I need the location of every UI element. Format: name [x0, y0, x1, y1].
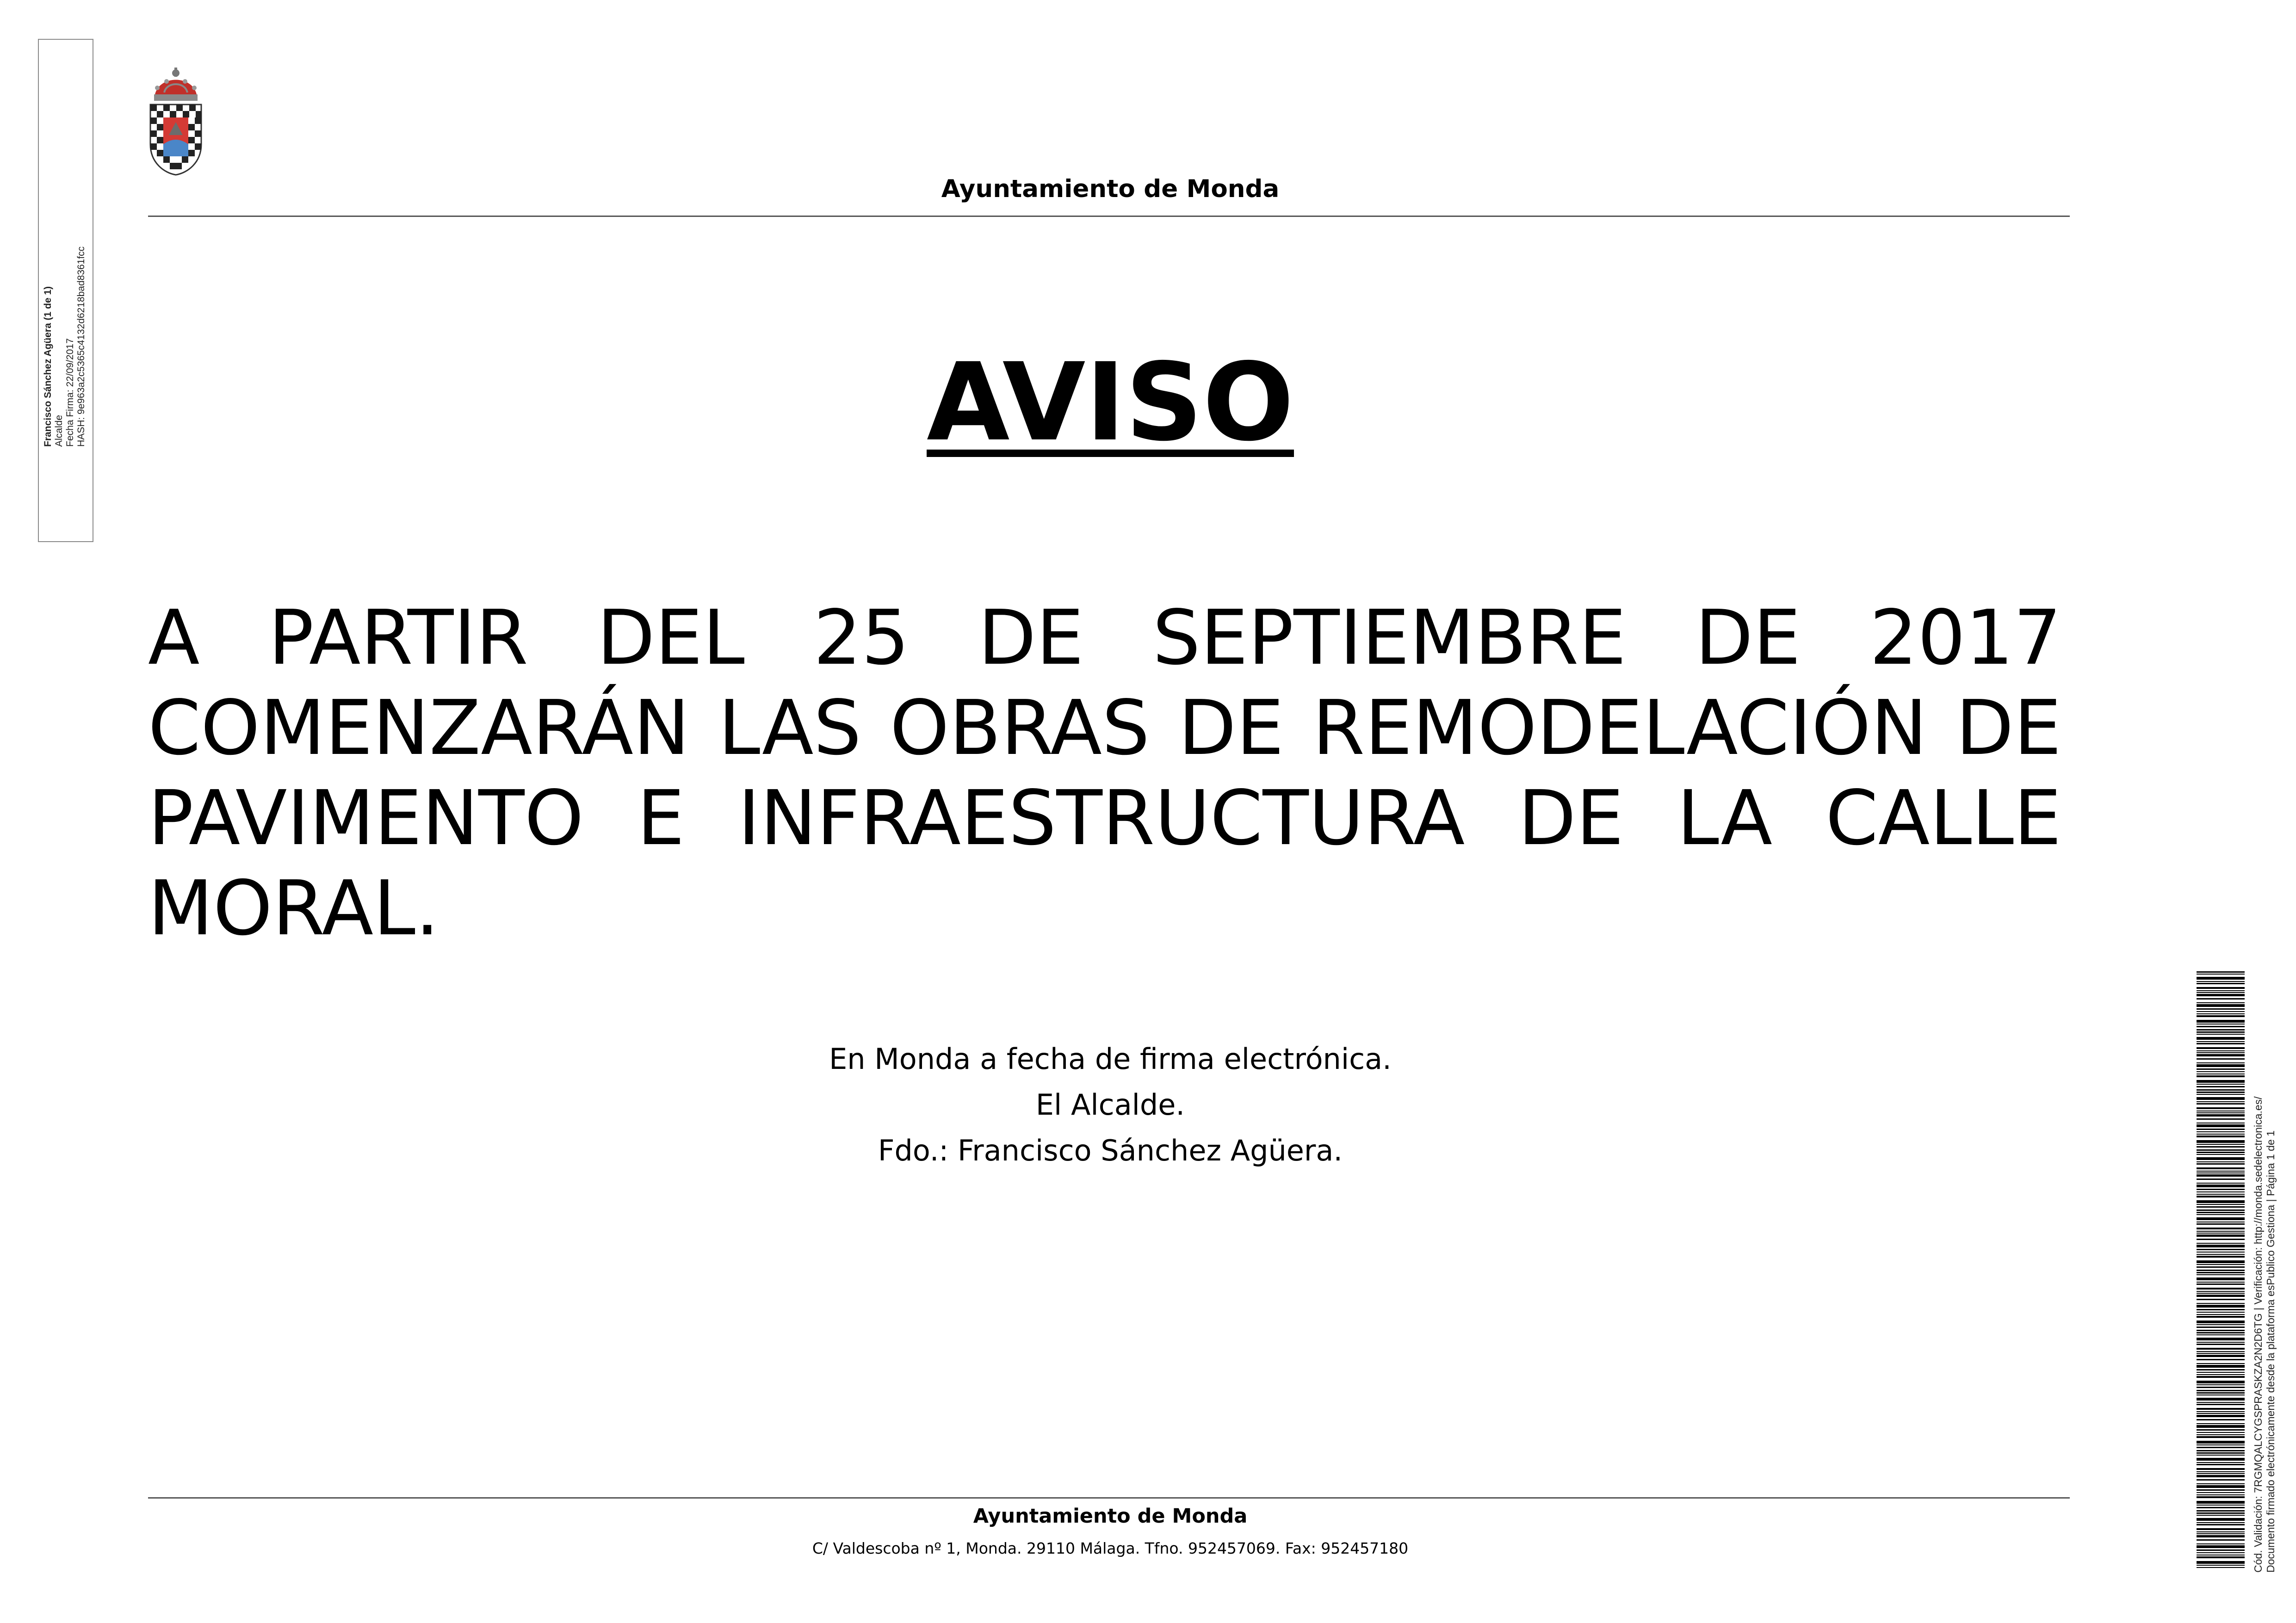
validation-code-line: Cód. Validación: 7RGMQALCYGSPRASKZA2N2D6TG | Verificación: http://monda.sedelectronica.es/: [2252, 1096, 2264, 1573]
barcode-bar: [2197, 1496, 2245, 1498]
barcode-bar: [2197, 1191, 2245, 1192]
barcode-bar: [2197, 1402, 2245, 1403]
barcode-bar: [2197, 1518, 2245, 1521]
barcode-bar: [2197, 1344, 2245, 1345]
barcode-bar: [2197, 1330, 2245, 1331]
barcode-bar: [2197, 1134, 2245, 1135]
barcode-bar: [2197, 1264, 2245, 1265]
barcode-bar: [2197, 1543, 2245, 1544]
barcode-bar: [2197, 1034, 2245, 1035]
barcode-bar: [2197, 1353, 2245, 1354]
barcode-bar: [2197, 1415, 2245, 1417]
barcode-bar: [2197, 1299, 2245, 1300]
barcode-icon: [2197, 971, 2245, 1568]
barcode-bar: [2197, 1423, 2245, 1424]
barcode-bar: [2197, 1332, 2245, 1333]
barcode-bar: [2197, 1434, 2245, 1435]
barcode-bar: [2197, 1249, 2245, 1250]
barcode-bar: [2197, 1020, 2245, 1023]
barcode-bar: [2197, 1075, 2245, 1077]
barcode-bar: [2197, 971, 2245, 973]
barcode-bar: [2197, 1210, 2245, 1211]
barcode-bar: [2197, 1381, 2245, 1383]
barcode-bar: [2197, 998, 2245, 1000]
barcode-bar: [2197, 1124, 2245, 1127]
barcode-bar: [2197, 1062, 2245, 1063]
barcode-bar: [2197, 1351, 2245, 1352]
barcode-bar: [2197, 1462, 2245, 1463]
barcode-bar: [2197, 1167, 2245, 1169]
barcode-bar: [2197, 1355, 2245, 1357]
barcode-bar: [2197, 1084, 2245, 1085]
barcode-bar: [2197, 1321, 2245, 1323]
barcode-bar: [2197, 1452, 2245, 1454]
barcode-bar: [2197, 1288, 2245, 1290]
barcode-bar: [2197, 1245, 2245, 1247]
barcode-bar: [2197, 1494, 2245, 1495]
barcode-bar: [2197, 1485, 2245, 1488]
notice-title: AVISO: [927, 340, 1294, 465]
barcode-bar: [2197, 1413, 2245, 1414]
barcode-bar: [2197, 1041, 2245, 1042]
barcode-bar: [2197, 1037, 2245, 1040]
barcode-bar: [2197, 1050, 2245, 1051]
barcode-bar: [2197, 1567, 2245, 1568]
barcode-bar: [2197, 1223, 2245, 1225]
barcode-bar: [2197, 1404, 2245, 1405]
barcode-bar: [2197, 1489, 2245, 1491]
barcode-bar: [2197, 1359, 2245, 1360]
barcode-bar: [2197, 1274, 2245, 1275]
barcode-bar: [2197, 1432, 2245, 1433]
barcode-bar: [2197, 1233, 2245, 1234]
barcode-bar: [2197, 1447, 2245, 1448]
barcode-bar: [2197, 1243, 2245, 1244]
barcode-bar: [2197, 1054, 2245, 1056]
role-line: El Alcalde.: [1035, 1088, 1185, 1122]
barcode-bar: [2197, 1140, 2245, 1143]
barcode-bar: [2197, 1174, 2245, 1177]
barcode-bar: [2197, 1277, 2245, 1280]
barcode-bar: [2197, 1185, 2245, 1187]
barcode-bar: [2197, 1107, 2245, 1109]
barcode-bar: [2197, 1455, 2245, 1456]
barcode-bar: [2197, 1408, 2245, 1410]
barcode-bar: [2197, 1064, 2245, 1067]
barcode-bar: [2197, 1535, 2245, 1537]
barcode-bar: [2197, 1129, 2245, 1130]
barcode-bar: [2197, 977, 2245, 980]
barcode-bar: [2197, 1556, 2245, 1558]
barcode-bar: [2197, 1552, 2245, 1553]
barcode-bar: [2197, 1444, 2245, 1445]
barcode-bar: [2197, 1545, 2245, 1548]
barcode-bar: [2197, 1507, 2245, 1508]
barcode-bar: [2197, 1376, 2245, 1378]
barcode-bar: [2197, 1327, 2245, 1328]
barcode-bar: [2197, 1256, 2245, 1258]
barcode-bar: [2197, 990, 2245, 991]
footer-address: C/ Valdescoba nº 1, Monda. 29110 Málaga. Tfno. 952457069. Fax: 952457180: [812, 1539, 1409, 1557]
barcode-bar: [2197, 1533, 2245, 1534]
signature-block: [0, 1036, 2221, 1173]
barcode-bar: [2197, 1228, 2245, 1229]
barcode-bar: [2197, 1473, 2245, 1474]
barcode-bar: [2197, 1254, 2245, 1255]
barcode-bar: [2197, 1284, 2245, 1285]
barcode-bar: [2197, 1272, 2245, 1273]
signature-date: Fecha Firma: 22/09/2017: [65, 338, 75, 447]
barcode-bar: [2197, 1260, 2245, 1263]
barcode-bar: [2197, 1204, 2245, 1205]
barcode-bar: [2197, 1475, 2245, 1477]
barcode-bar: [2197, 1524, 2245, 1525]
barcode-bar: [2197, 1101, 2245, 1102]
barcode-bar: [2197, 1295, 2245, 1297]
barcode-bar: [2197, 1080, 2245, 1083]
barcode-bar: [2197, 1392, 2245, 1394]
barcode-bar: [2197, 1086, 2245, 1087]
barcode-bar: [2197, 1436, 2245, 1438]
barcode-bar: [2197, 1214, 2245, 1215]
barcode-bar: [2197, 1479, 2245, 1481]
barcode-bar: [2197, 1539, 2245, 1541]
barcode-bar: [2197, 1316, 2245, 1318]
barcode-bar: [2197, 981, 2245, 982]
barcode-bar: [2197, 1004, 2245, 1007]
barcode-bar: [2197, 1097, 2245, 1100]
barcode-bar: [2197, 1492, 2245, 1493]
barcode-bar: [2197, 1026, 2245, 1027]
barcode-bar: [2197, 1291, 2245, 1292]
barcode-bar: [2197, 992, 2245, 993]
barcode-bar: [2197, 1309, 2245, 1310]
barcode-bar: [2197, 1266, 2245, 1268]
barcode-bar: [2197, 1118, 2245, 1120]
barcode-bar: [2197, 1450, 2245, 1451]
barcode-bar: [2197, 1338, 2245, 1340]
barcode-bar: [2197, 1324, 2245, 1325]
barcode-bar: [2197, 1194, 2245, 1195]
barcode-bar: [2197, 1068, 2245, 1070]
barcode-bar: [2197, 1515, 2245, 1516]
barcode-bar: [2197, 1505, 2245, 1506]
barcode-bar: [2197, 1002, 2245, 1003]
barcode-bar: [2197, 1522, 2245, 1523]
barcode-bar: [2197, 1501, 2245, 1504]
barcode-bar: [2197, 1549, 2245, 1551]
barcode-bar: [2197, 1015, 2245, 1017]
barcode-bar: [2197, 994, 2245, 996]
barcode-bar: [2197, 1419, 2245, 1420]
barcode-bar: [2197, 1149, 2245, 1151]
barcode-bar: [2197, 1008, 2245, 1010]
footer-title: Ayuntamiento de Monda: [973, 1505, 1248, 1528]
barcode-bar: [2197, 1363, 2245, 1364]
barcode-bar: [2197, 1200, 2245, 1203]
barcode-bar: [2197, 1293, 2245, 1294]
barcode-bar: [2197, 1157, 2245, 1160]
barcode-bar: [2197, 1458, 2245, 1461]
header-title: Ayuntamiento de Monda: [941, 175, 1280, 203]
barcode-bar: [2197, 1217, 2245, 1220]
barcode-bar: [2197, 1468, 2245, 1470]
validation-text: [2252, 971, 2277, 1573]
barcode-bar: [2197, 1239, 2245, 1240]
barcode-bar: [2197, 1092, 2245, 1093]
barcode-bar: [2197, 987, 2245, 989]
barcode-bar: [2197, 1234, 2245, 1237]
signer-name: Francisco Sánchez Agüera (1 de 1): [43, 286, 53, 447]
barcode-bar: [2197, 1348, 2245, 1350]
barcode-bar: [2197, 1114, 2245, 1117]
signer-role: Alcalde: [54, 415, 64, 447]
barcode-bar: [2197, 1031, 2245, 1033]
barcode-bar: [2197, 1384, 2245, 1385]
barcode-bar: [2197, 1429, 2245, 1431]
barcode-bar: [2197, 1146, 2245, 1148]
barcode-bar: [2197, 1103, 2245, 1105]
barcode-bar: [2197, 1089, 2245, 1091]
barcode-bar: [2197, 1071, 2245, 1072]
barcode-bar: [2197, 1314, 2245, 1315]
barcode-bar: [2197, 1561, 2245, 1564]
barcode-bar: [2197, 1425, 2245, 1428]
barcode-bar: [2197, 1047, 2245, 1049]
coat-of-arms-icon: [146, 66, 206, 177]
notice-body: A PARTIR DEL 25 DE SEPTIEMBRE DE 2017 COMENZARÁN LAS OBRAS DE REMODELACIÓN DE PAVIMENTO E INFRAESTRUCTURA DE LA CALLE MORAL.: [148, 594, 2061, 952]
barcode-bar: [2197, 1369, 2245, 1370]
barcode-bar: [2197, 1305, 2245, 1308]
barcode-bar: [2197, 1282, 2245, 1283]
barcode-bar: [2197, 1464, 2245, 1465]
barcode-bar: [2197, 1398, 2245, 1401]
signature-hash: HASH: 9e963a2c5365c4132d6218bad8361fcc: [76, 246, 87, 447]
barcode-bar: [2197, 1390, 2245, 1391]
barcode-bar: [2197, 1212, 2245, 1213]
barcode-bar: [2197, 1303, 2245, 1304]
barcode-bar: [2197, 1510, 2245, 1512]
barcode-bar: [2197, 1112, 2245, 1113]
barcode-bar: [2197, 1163, 2245, 1165]
header-divider: [148, 216, 2070, 217]
validation-platform-line: Documento firmado electrónicamente desde la plataforma esPublico Gestiona | Página 1 de 1: [2265, 1130, 2277, 1573]
barcode-bar: [2197, 1531, 2245, 1532]
barcode-bar: [2197, 1387, 2245, 1388]
barcode-bar: [2197, 1206, 2245, 1208]
barcode-bar: [2197, 1029, 2245, 1031]
barcode-bar: [2197, 983, 2245, 984]
barcode-bar: [2197, 1252, 2245, 1253]
barcode-bar: [2197, 1183, 2245, 1184]
barcode-bar: [2197, 1171, 2245, 1172]
barcode-bar: [2197, 1144, 2245, 1145]
barcode-bar: [2197, 1372, 2245, 1373]
barcode-bar: [2197, 1411, 2245, 1412]
signed-by-line: Fdo.: Francisco Sánchez Agüera.: [878, 1134, 1343, 1167]
barcode-bar: [2197, 1094, 2245, 1095]
barcode-bar: [2197, 1161, 2245, 1162]
barcode-bar: [2197, 1528, 2245, 1530]
barcode-bar: [2197, 1512, 2245, 1514]
barcode-bar: [2197, 1365, 2245, 1368]
barcode-bar: [2197, 1152, 2245, 1153]
barcode-bar: [2197, 1342, 2245, 1343]
barcode-bar: [2197, 974, 2245, 975]
barcode-bar: [2197, 1058, 2245, 1060]
barcode-bar: [2197, 1154, 2245, 1155]
barcode-bar: [2197, 1483, 2245, 1484]
barcode-bar: [2197, 1441, 2245, 1444]
barcode-bar: [2197, 1231, 2245, 1232]
barcode-bar: [2197, 1052, 2245, 1053]
barcode-bar: [2197, 1043, 2245, 1044]
barcode-bar: [2197, 1471, 2245, 1472]
barcode-bar: [2197, 1374, 2245, 1375]
barcode-bar: [2197, 1196, 2245, 1197]
barcode-bar: [2197, 1131, 2245, 1132]
barcode-bar: [2197, 1270, 2245, 1271]
barcode-bar: [2197, 1135, 2245, 1137]
footer-divider: [148, 1497, 2070, 1499]
barcode-bar: [2197, 1011, 2245, 1012]
barcode-bar: [2197, 1189, 2245, 1190]
signature-stamp-box: [38, 39, 93, 542]
barcode-bar: [2197, 1565, 2245, 1566]
barcode-bar: [2197, 1013, 2245, 1014]
barcode-bar: [2197, 1334, 2245, 1335]
barcode-bar: [2197, 1312, 2245, 1313]
barcode-bar: [2197, 1179, 2245, 1180]
place-date-line: En Monda a fecha de firma electrónica.: [829, 1042, 1392, 1076]
